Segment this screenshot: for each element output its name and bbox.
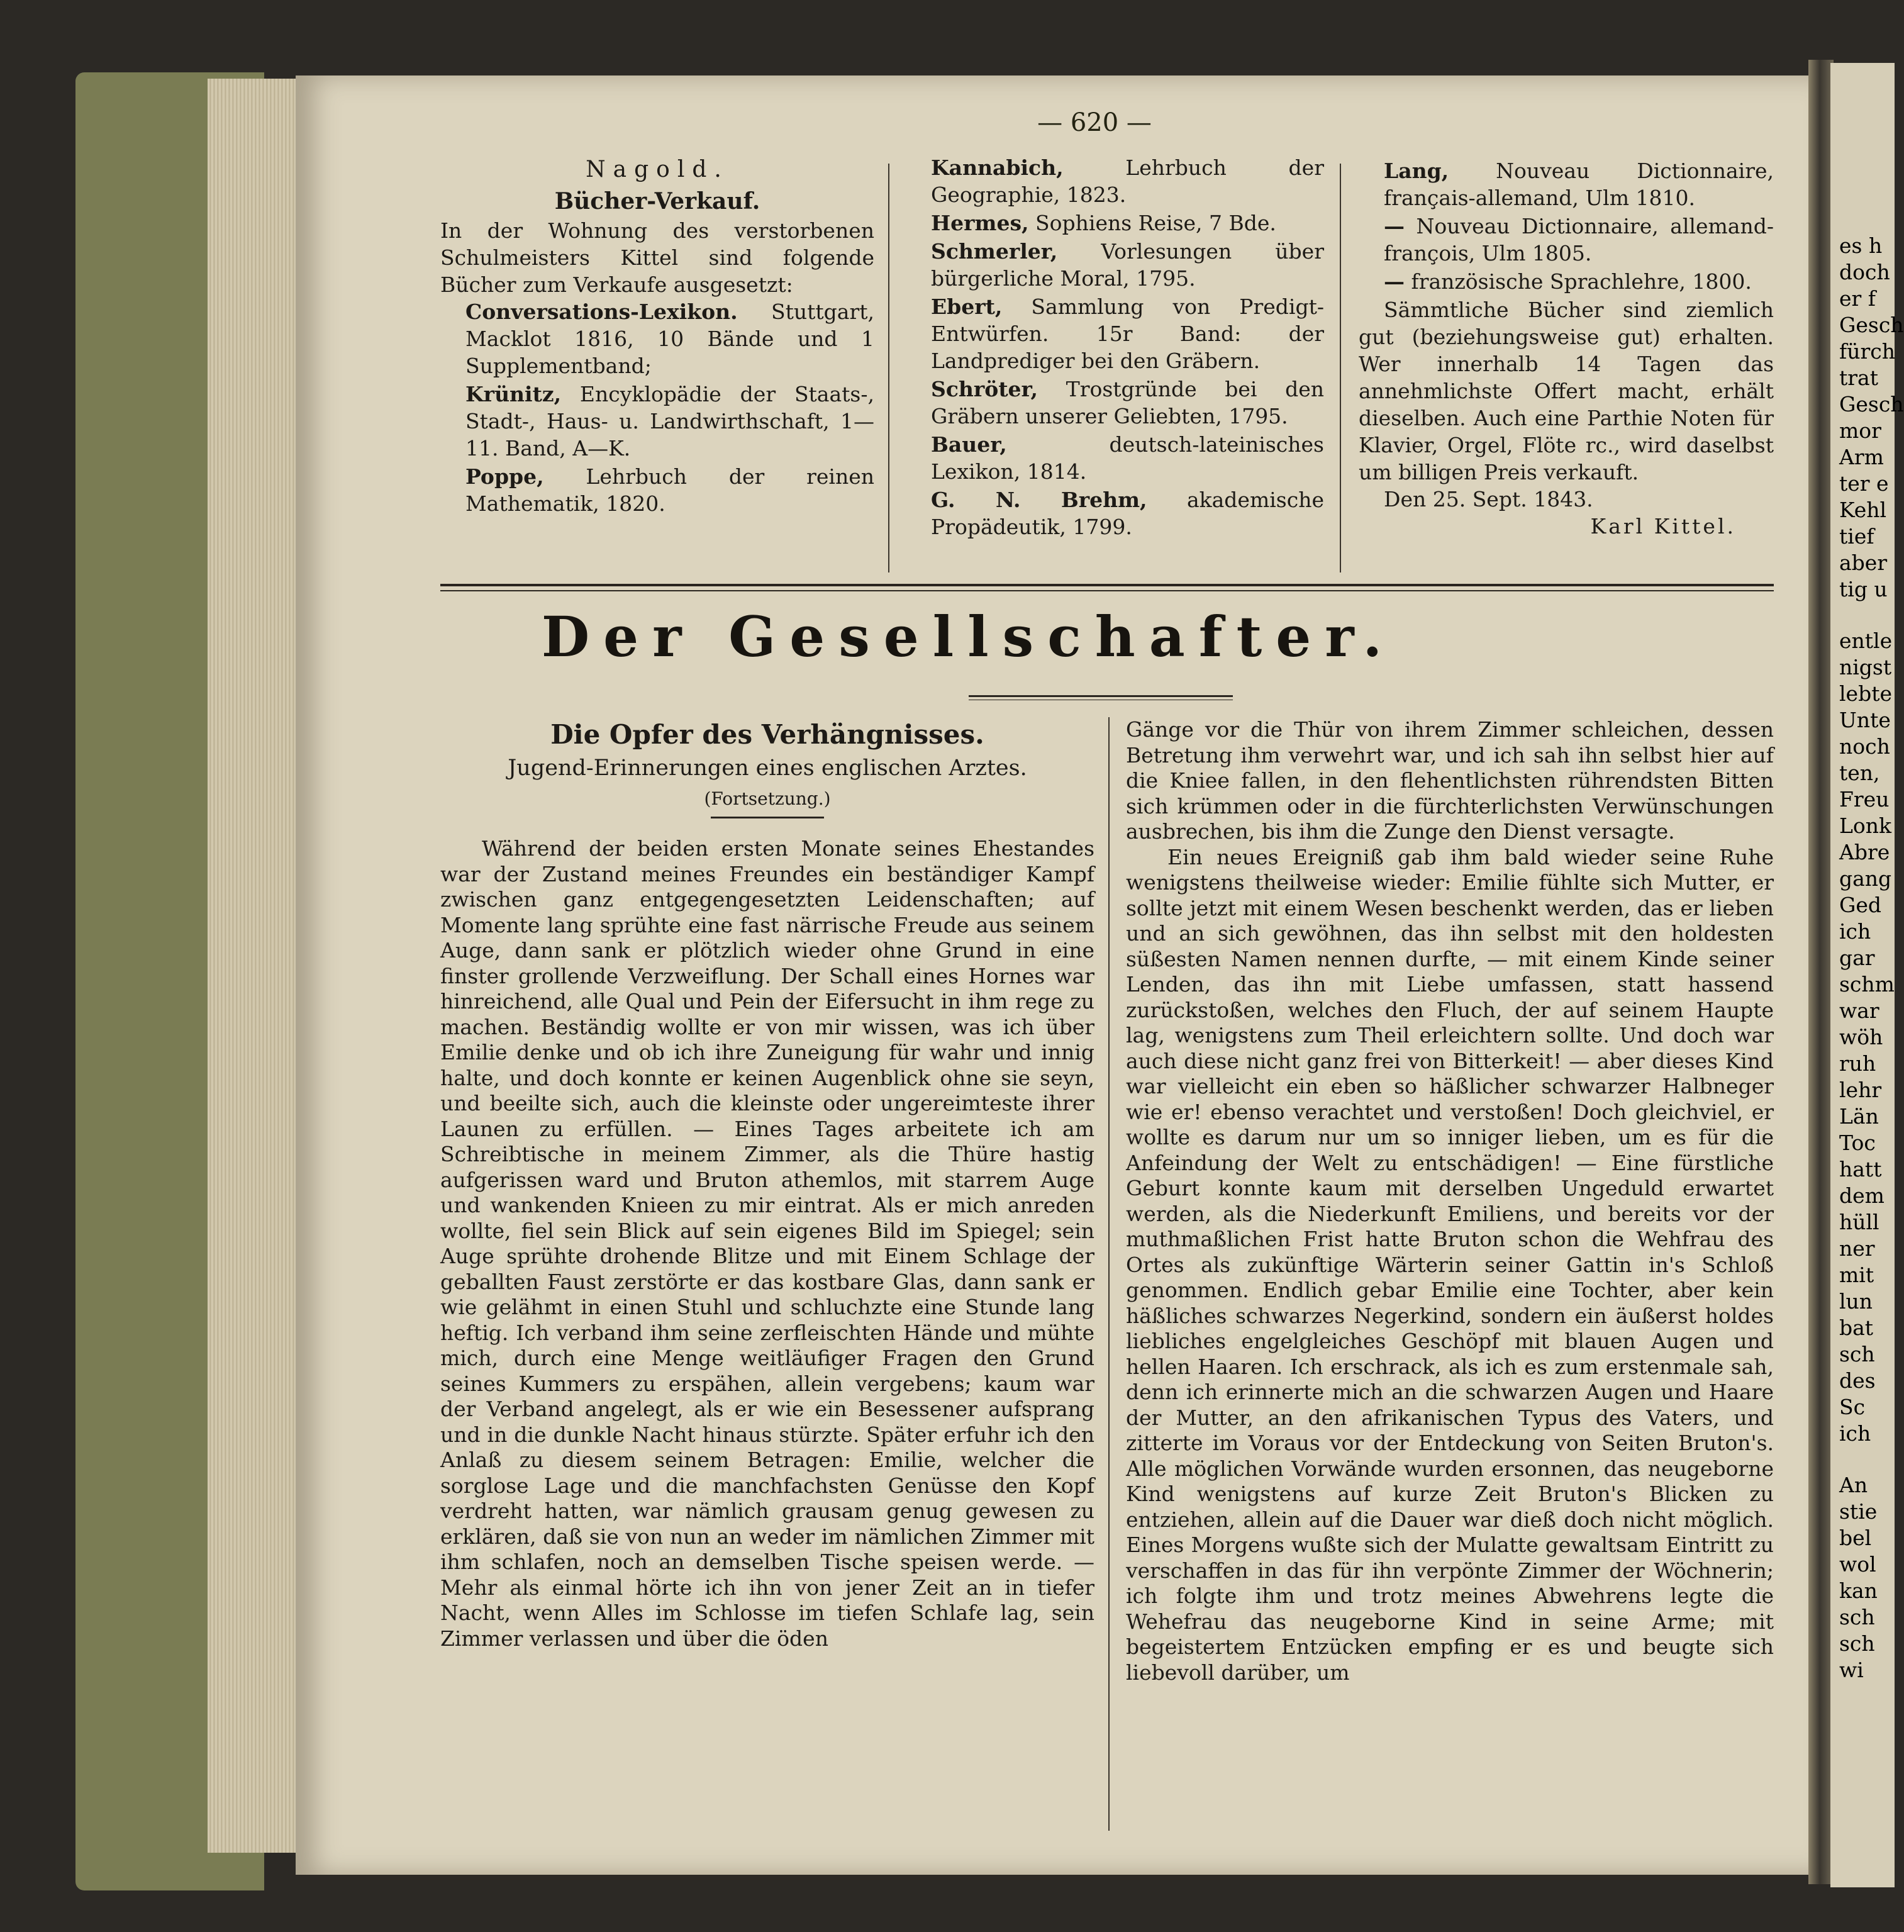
article-paragraph: Während der beiden ersten Monate seines Ehestandes war der Zustand meines Freundes ein beständiger Kampf zwischen ganz entgegengesetzten Leidenschaften; auf Momente lang sprühte eine fast närrische Freude aus seinem Auge, dann sank er plötzlich wieder ohne Grund in eine finster grollende Verzweiflung. Der Schall eines Hornes war hinreichend, alle Qual und Pein der Eifersucht in ihm rege zu machen. Beständig wollte er von mir wissen, was ich über Emilie denke und ob ich ihre Zuneigung für wahr und innig halte, und doch konnte er keinen Augenblick ohne sie seyn, und beeilte sich, auch die kleinste oder ungereimteste ihrer Launen zu erfüllen. — Eines Tages arbeitete ich am Schreibtische in meinem Zimmer, als die Thüre hastig aufgerissen ward und Bruton athemlos, mit starrem Auge und wankenden Knieen zu mir eintrat. Als er mich anreden wollte, fiel sein Blick auf sein eigenes Bild im Spiegel; sein Auge sprühte drohende Blitze und mit Einem Schlage der geballten Faust zerstörte er das kostbare Glas, dann sank er wie gelähmt in einen Stuhl und schluchzte eine Stunde lang heftig. Ich verband ihm seine zerfleischten Hände und mühte mich, durch eine Menge weitläufiger Fragen den Grund seines Kummers zu erspähen, allein vergebens; kaum war der Verband angelegt, als er wie ein Besessener aufsprang und in die dunkle Nacht hinaus stürzte. Später erfuhr ich den Anlaß zu diesem seinem Betragen: Emilie, welcher die sorglose Lage und die manchfachsten Genüsse den Kopf verdreht hatten, war nämlich grausam genug gewesen zu erklären, daß sie von nun an weder im nämlichen Zimmer mit ihm schlafen, noch an demselben Tische speisen werde. — Mehr als einmal hörte ich ihn von jener Zeit an in tiefer Nacht, wenn Alles im Schlosse im tiefen Schlafe lag, sein Zimmer verlassen und über die öden <box>440 836 1094 1651</box>
book-description: Sammlung von Predigt-Entwürfen. 15r Band: der Landprediger bei den Gräbern. <box>931 294 1324 373</box>
next-page-fragment: schm <box>1839 972 1895 997</box>
masthead-title: Der Gesellschafter. <box>541 604 1396 669</box>
next-page-fragment: mor <box>1839 418 1881 443</box>
next-page-fragment: aber <box>1839 550 1888 575</box>
book-list-3 <box>1359 157 1774 295</box>
book-entry <box>906 486 1324 540</box>
column-divider <box>888 164 889 572</box>
next-page-fragment: An <box>1839 1473 1868 1497</box>
book-entry <box>906 209 1324 237</box>
next-page-fragment: gang <box>1839 866 1892 891</box>
separator-rule <box>440 584 1774 586</box>
next-page-fragment: wol <box>1839 1552 1876 1577</box>
book-description: deutsch-lateinisches Lexikon, 1814. <box>931 432 1324 484</box>
book-author: G. N. Brehm, <box>931 488 1147 512</box>
next-page-fragment: fürch <box>1839 339 1895 364</box>
book-author: Schröter, <box>931 377 1038 401</box>
book-author: Schmerler, <box>931 239 1058 264</box>
next-page-fragment: Län <box>1839 1104 1879 1129</box>
next-page-fragment: er f <box>1839 286 1876 311</box>
article-subtitle: Jugend-Erinnerungen eines englischen Arztes. <box>508 756 1027 781</box>
book-description: Stuttgart, Macklot 1816, 10 Bände und 1 Supplementband; <box>465 299 874 378</box>
next-page-fragment: noch <box>1839 734 1890 759</box>
article-column-right <box>1126 717 1774 1685</box>
next-page-fragment: bel <box>1839 1526 1872 1550</box>
article-paragraph: Ein neues Ereigniß gab ihm bald wieder seine Ruhe wenigstens theilweise wieder: Emilie fühlte sich Mutter, er sollte jetzt mit einem Wesen beschenkt werden, das er lieben und an sich gewöhnen, das ihn selbst mit den holdesten süßesten Namen nennen durfte, — mit einem Kinde seiner Lenden, das ihn mit Liebe umfassen, statt hassend zurückstoßen, welches den Fluch, der auf seinem Haupte lag, wenigstens zum Theil erleichtern sollte. Und doch war auch diese nicht ganz frei von Bitterkeit! — aber dieses Kind war vielleicht ein eben so häßlicher schwarzer Halbneger wie er! ebenso verachtet und verstoßen! Doch gleichviel, er wollte es darum nur um so inniger lieben, um es für die Anfeindung der Welt zu entschädigen! — Eine fürstliche Geburt konnte kaum mit derselben Ungeduld erwartet werden, als die Niederkunft Emiliens, und bereits vor der muthmaßlichen Frist hatte Bruton schon die Wehfrau des Ortes als zukünftige Wärterin seiner Gattin in's Schloß genommen. Endlich gebar Emilie eine Tochter, aber kein häßliches schwarzes Negerkind, sondern ein äußerst holdes liebliches engelgleiches Geschöpf mit blauen Augen und hellen Haaren. Ich erschrack, als ich es zum erstenmale sah, denn ich erinnerte mich an die schwarzen Augen und Haare der Mutter, an den afrikanischen Typus des Vaters, und zitterte im Voraus vor der Entdeckung von Seiten Bruton's. Alle möglichen Vorwände wurden ersonnen, das neugeborne Kind wenigstens auf kurze Zeit Bruton's Blicken zu entziehen, allein auf die Dauer war dieß doch nicht möglich. Eines Morgens wußte sich der Mulatte gewaltsam Eintritt zu verschaffen in das für ihn verpönte Zimmer der Wöchnerin; ich folgte ihm und trotz meines Abwehrens legte die Wehefrau das neugeborne Kind in seine Arme; mit begeistertem Entzücken empfing er es und beugte sich liebevoll darüber, um <box>1126 844 1774 1685</box>
notice-date: Den 25. Sept. 1843. <box>1384 487 1593 511</box>
next-page-fragment: Gesch <box>1839 313 1904 337</box>
next-page-fragment: ich <box>1839 919 1871 944</box>
next-page-fragment: Ged <box>1839 893 1882 917</box>
next-page-fragment: sch <box>1839 1342 1875 1366</box>
book-entry <box>906 154 1324 208</box>
next-page-fragment: ich <box>1839 1421 1871 1446</box>
next-page-fragment: Sc <box>1839 1395 1866 1419</box>
separator-rule <box>440 590 1774 591</box>
next-page-fragment: war <box>1839 998 1879 1023</box>
book-author: Conversations-Lexikon. <box>465 299 738 324</box>
next-page-fragment: des <box>1839 1368 1876 1393</box>
next-page-fragment: dem <box>1839 1183 1885 1208</box>
book-description: Nouveau Dictionnaire, français-allemand, Ulm 1810. <box>1384 159 1774 210</box>
next-page-fragment: Lonk <box>1839 813 1892 838</box>
book-author: — <box>1384 269 1405 294</box>
notice-place: Nagold. <box>586 157 729 182</box>
next-page-fragment: mit <box>1839 1263 1874 1287</box>
title-rule <box>711 817 824 818</box>
next-page-fragment: lehr <box>1839 1078 1882 1102</box>
book-entry <box>1359 213 1774 267</box>
book-author: Lang, <box>1384 159 1449 183</box>
next-page-fragment: ten, <box>1839 761 1880 785</box>
next-page-fragment: sch <box>1839 1605 1875 1629</box>
book-description: Lehrbuch der Geographie, 1823. <box>931 155 1324 207</box>
book-entry <box>440 298 874 379</box>
next-page-fragment: wi <box>1839 1658 1864 1682</box>
book-author: Poppe, <box>465 464 544 489</box>
book-entry <box>906 293 1324 374</box>
notice-column-3 <box>1359 157 1774 540</box>
book-entry <box>1359 157 1774 211</box>
book-author: Krünitz, <box>465 382 562 406</box>
book-entry <box>906 431 1324 485</box>
book-description: Trostgründe bei den Gräbern unserer Geliebten, 1795. <box>931 377 1324 428</box>
notice-column-2 <box>906 154 1324 542</box>
next-page-fragments <box>1830 63 1904 1684</box>
next-page-fragment: lun <box>1839 1289 1873 1314</box>
book-list-2 <box>906 154 1324 540</box>
book-entry <box>440 463 874 517</box>
book-author: Kannabich, <box>931 155 1064 180</box>
book-description: Nouveau Dictionnaire, allemand-françois, Ulm 1805. <box>1384 214 1774 265</box>
next-page-fragment: nigst <box>1839 655 1892 679</box>
book-gutter <box>1808 60 1834 1884</box>
next-page-fragment: ter e <box>1839 471 1889 496</box>
next-page-fragment: tig u <box>1839 577 1888 601</box>
next-page-fragment: Kehl <box>1839 498 1887 522</box>
book-list-1 <box>440 298 874 517</box>
next-page-fragment: ruh <box>1839 1051 1876 1076</box>
next-page-fragment: Unte <box>1839 708 1891 732</box>
article-note: (Fortsetzung.) <box>704 788 831 809</box>
notice-column-1 <box>440 154 874 518</box>
next-page-fragment: hüll <box>1839 1210 1879 1234</box>
notice-title: Bücher-Verkauf. <box>554 188 760 215</box>
next-page-fragment: gar <box>1839 946 1875 970</box>
book-entry <box>906 238 1324 292</box>
book-description: akademische Propädeutik, 1799. <box>931 488 1324 539</box>
next-page-fragment: lebte <box>1839 681 1892 706</box>
next-page-fragment: stie <box>1839 1499 1878 1524</box>
book-entry <box>440 381 874 462</box>
next-page-fragment: doch <box>1839 260 1890 284</box>
book-description: Vorlesungen über bürgerliche Moral, 1795. <box>931 239 1324 291</box>
article-continuation: Gänge vor die Thür von ihrem Zimmer schleichen, dessen Betretung ihm verwehrt war, und ich sah ihn selbst hier auf die Kniee fallen, in den flehentlichsten rührendsten Bitten sich krümmen oder in die fürchterlichsten Verwünschungen ausbrechen, bis ihm die Zunge den Dienst versagte. <box>1126 717 1774 844</box>
next-page-fragment: hatt <box>1839 1157 1882 1181</box>
book-author: Ebert, <box>931 294 1003 319</box>
article-title: Die Opfer des Verhängnisses. <box>550 719 984 750</box>
book-description: Sophiens Reise, 7 Bde. <box>1035 211 1276 235</box>
next-page-edge <box>1830 63 1904 1887</box>
next-page-fragment: Toc <box>1839 1131 1876 1155</box>
book-description: Encyklopädie der Staats-, Stadt-, Haus- u. Landwirthschaft, 1—11. Band, A—K. <box>465 382 874 461</box>
book-description: Lehrbuch der reinen Mathematik, 1820. <box>465 464 874 516</box>
next-page-fragment: ner <box>1839 1236 1875 1261</box>
next-page-fragment: wöh <box>1839 1025 1883 1049</box>
book-description: französische Sprachlehre, 1800. <box>1411 269 1752 294</box>
next-page-fragment: Freu <box>1839 787 1890 812</box>
next-page-fragment: tief <box>1839 524 1874 549</box>
next-page-fragment: sch <box>1839 1631 1875 1656</box>
next-page-fragment: kan <box>1839 1578 1878 1603</box>
book-author: Hermes, <box>931 211 1029 235</box>
book-author: Bauer, <box>931 432 1007 457</box>
article-column-left <box>440 717 1094 1651</box>
column-divider <box>1340 164 1341 572</box>
next-page-fragment: es h <box>1839 233 1883 258</box>
notice-intro: In der Wohnung des verstorbenen Schulmeisters Kittel sind folgende Bücher zum Verkaufe ausgesetzt: <box>440 218 874 297</box>
next-page-fragment: Abre <box>1839 840 1890 864</box>
book-author: — <box>1384 214 1405 238</box>
next-page-fragment: bat <box>1839 1315 1874 1340</box>
next-page-fragment: Arm <box>1839 445 1884 469</box>
next-page-fragment: trat <box>1839 366 1878 390</box>
notice-signature: Karl Kittel. <box>1590 514 1736 539</box>
book-entry <box>906 376 1324 430</box>
next-page-fragment: Gesch <box>1839 392 1904 416</box>
column-divider <box>1108 717 1110 1831</box>
page-number: — 620 — <box>1037 108 1152 137</box>
next-page-fragment: entle <box>1839 628 1893 653</box>
notice-closing: Sämmtliche Bücher sind ziemlich gut (beziehungsweise gut) erhalten. Wer innerhalb 14 Tagen das annehmlichste Offert macht, erhält dieselben. Auch eine Parthie Noten für Klavier, Orgel, Flöte rc., wird daselbst um billigen Preis verkauft. <box>1359 298 1774 484</box>
masthead-underline <box>969 695 1233 697</box>
book-entry <box>1359 268 1774 295</box>
